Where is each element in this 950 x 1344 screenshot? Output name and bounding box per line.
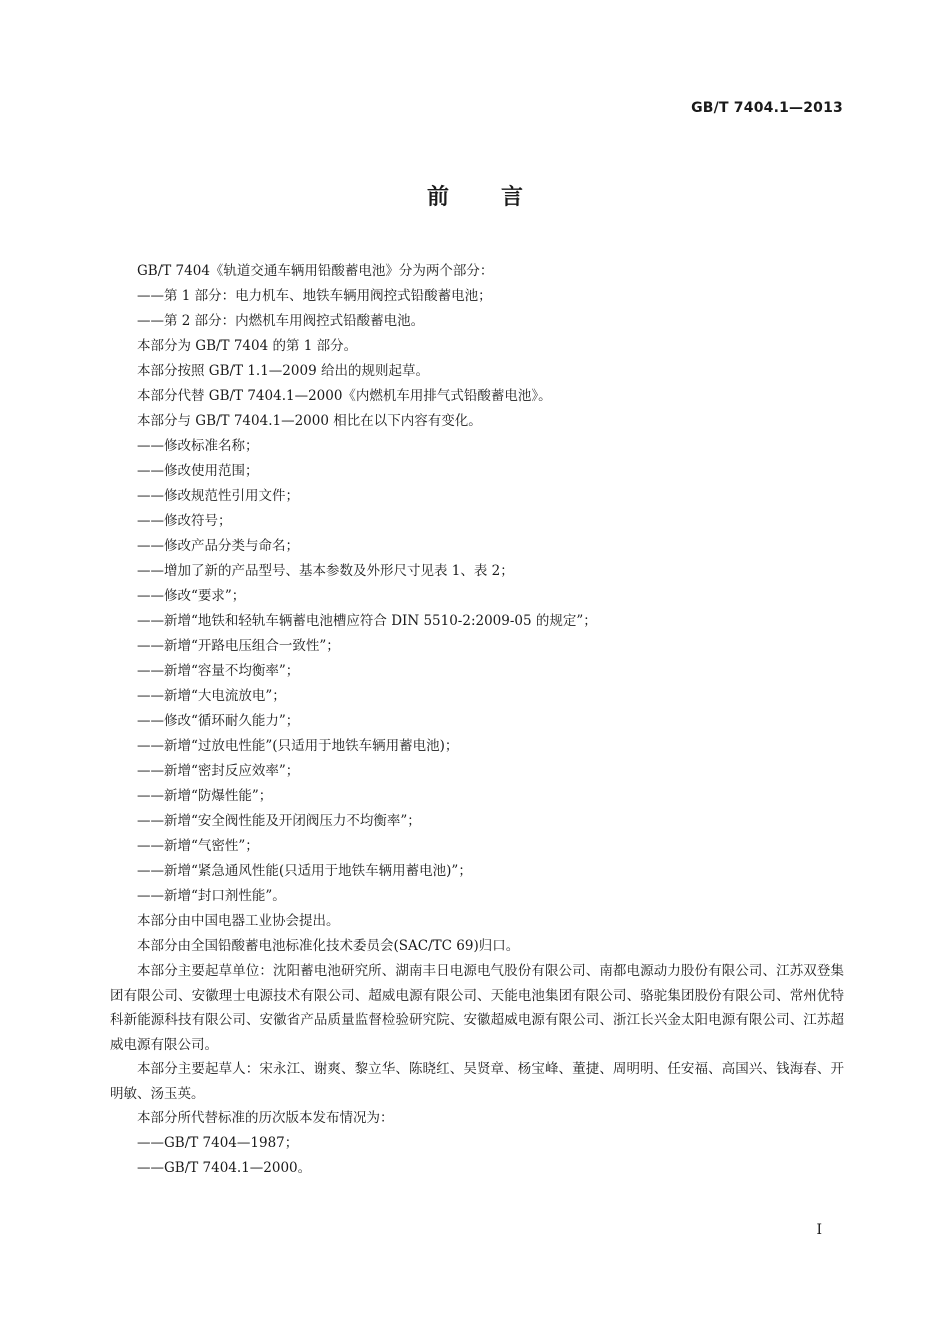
body-line: ——新增“地铁和轻轨车辆蓄电池槽应符合 DIN 5510-2:2009-05 的规定”； xyxy=(137,613,597,629)
page-title: 前言 xyxy=(426,185,575,210)
body-line: ——修改产品分类与命名； xyxy=(137,538,299,554)
body-line: ——新增“大电流放电”； xyxy=(137,688,286,704)
history-line: ——GB/T 7404.1—2000。 xyxy=(137,1160,312,1176)
body-line: 本部分与 GB/T 7404.1—2000 相比在以下内容有变化。 xyxy=(137,413,482,429)
body-line: GB/T 7404《轨道交通车辆用铅酸蓄电池》分为两个部分： xyxy=(137,263,494,279)
body-line: ——修改符号； xyxy=(137,513,232,529)
body-line: ——新增“开路电压组合一致性”； xyxy=(137,638,340,654)
body-line: 本部分为 GB/T 7404 的第 1 部分。 xyxy=(137,338,358,354)
history-line: ——GB/T 7404—1987； xyxy=(137,1135,299,1151)
standard-code: GB/T 7404.1—2013 xyxy=(691,100,843,116)
body-line: ——第 1 部分：电力机车、地铁车辆用阀控式铅酸蓄电池； xyxy=(137,288,492,304)
body-line: ——修改规范性引用文件； xyxy=(137,488,299,504)
body-line: ——新增“封口剂性能”。 xyxy=(137,888,286,904)
body-line: ——新增“过放电性能”(只适用于地铁车辆用蓄电池)； xyxy=(137,738,459,754)
body-line: ——新增“安全阀性能及开闭阀压力不均衡率”； xyxy=(137,813,421,829)
body-line: ——新增“紧急通风性能(只适用于地铁车辆用蓄电池)”； xyxy=(137,863,472,879)
body-line: 本部分代替 GB/T 7404.1—2000《内燃机车用排气式铅酸蓄电池》。 xyxy=(137,388,552,404)
body-line: ——新增“密封反应效率”； xyxy=(137,763,300,779)
body-line: ——新增“容量不均衡率”； xyxy=(137,663,300,679)
body-line: ——新增“防爆性能”； xyxy=(137,788,273,804)
body-line: ——修改“要求”； xyxy=(137,588,246,604)
body-line: ——修改标准名称； xyxy=(137,438,259,454)
drafting-units-paragraph: 本部分主要起草单位：沈阳蓄电池研究所、湖南丰日电源电气股份有限公司、南都电源动力股份有限公司、江苏双登集团有限公司、安徽理士电源技术有限公司、超威电源有限公司、天能电池集团有限公司、骆驼集团股份有限公司、常州优特科新能源科技有限公司、安徽省产品质量监督检验研究院、安徽超威电源有限公司、浙江长兴金太阳电源有限公司、江苏超威电源有限公司。 xyxy=(110,963,844,1053)
body-line: 本部分按照 GB/T 1.1—2009 给出的规则起草。 xyxy=(137,363,429,379)
body-line: ——增加了新的产品型号、基本参数及外形尺寸见表 1、表 2； xyxy=(137,563,514,579)
drafters-paragraph: 本部分主要起草人：宋永江、谢爽、黎立华、陈晓红、吴贤章、杨宝峰、董捷、周明明、任安福、高国兴、钱海春、开明敏、汤玉英。 xyxy=(110,1061,844,1102)
body-line: ——修改使用范围； xyxy=(137,463,259,479)
page-number: I xyxy=(816,1222,822,1238)
history-line: 本部分所代替标准的历次版本发布情况为： xyxy=(137,1110,394,1126)
body-line: ——新增“气密性”； xyxy=(137,838,259,854)
body-line: 本部分由中国电器工业协会提出。 xyxy=(137,913,340,929)
body-line: ——修改“循环耐久能力”； xyxy=(137,713,300,729)
body-line: ——第 2 部分：内燃机车用阀控式铅酸蓄电池。 xyxy=(137,313,425,329)
foreword-body xyxy=(110,259,844,1181)
body-line: 本部分由全国铅酸蓄电池标准化技术委员会(SAC/TC 69)归口。 xyxy=(137,938,520,954)
